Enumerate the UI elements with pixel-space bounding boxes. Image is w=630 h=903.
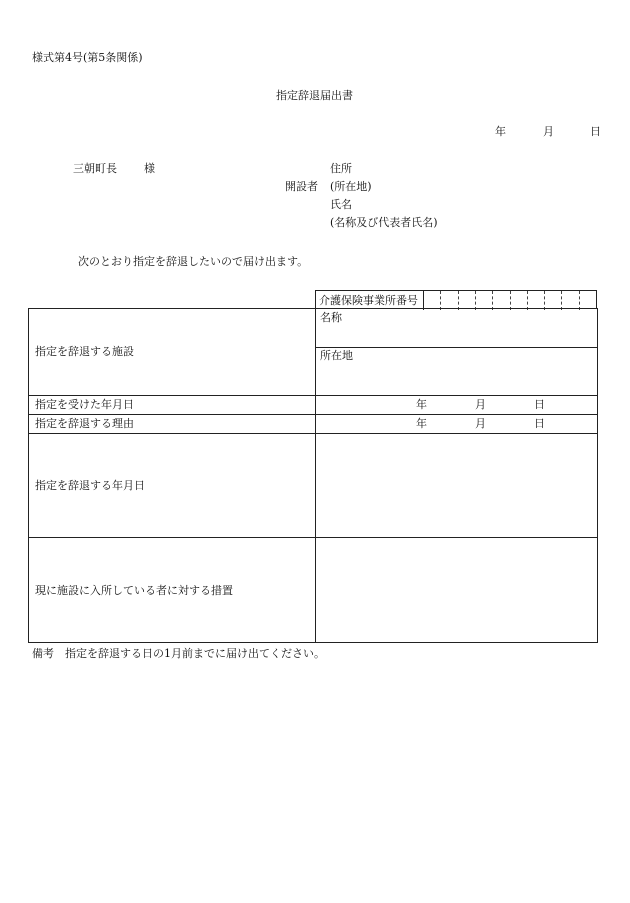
reason-date-year: 年 xyxy=(416,417,427,430)
applicant-role: 開設者 xyxy=(285,180,318,193)
received-date-month: 月 xyxy=(475,398,486,411)
facility-name-divider xyxy=(315,347,598,348)
withdraw-date-field[interactable] xyxy=(320,438,592,532)
office-number-row xyxy=(315,290,597,309)
name-sub-label: (名称及び代表者氏名) xyxy=(330,216,438,229)
measures-field[interactable] xyxy=(320,542,592,638)
row-divider-3 xyxy=(28,433,598,434)
row-divider-4 xyxy=(28,537,598,538)
row-divider-2 xyxy=(28,414,598,415)
addressee-honorific: 様 xyxy=(144,162,155,175)
reason-label: 指定を辞退する理由 xyxy=(35,417,134,430)
received-date-day: 日 xyxy=(534,398,545,411)
office-number-label: 介護保険事業所番号 xyxy=(319,294,418,307)
date-day-label: 日 xyxy=(590,125,601,138)
received-date-year: 年 xyxy=(416,398,427,411)
received-date-label: 指定を受けた年月日 xyxy=(35,398,134,411)
form-number: 様式第4号(第5条関係) xyxy=(32,51,143,64)
name-label: 氏名 xyxy=(330,198,352,211)
facility-label: 指定を辞退する施設 xyxy=(35,345,134,358)
facility-address-field[interactable] xyxy=(320,360,590,392)
column-divider xyxy=(315,308,316,643)
reason-date-month: 月 xyxy=(475,417,486,430)
date-year-label: 年 xyxy=(495,125,506,138)
withdraw-date-label: 指定を辞退する年月日 xyxy=(35,479,145,492)
facility-name-field[interactable] xyxy=(320,320,590,344)
form-title: 指定辞退届出書 xyxy=(276,89,353,102)
note-text: 備考 指定を辞退する日の1月前までに届け出てください。 xyxy=(32,647,325,660)
facility-address-label: 所在地 xyxy=(320,349,353,362)
address-sub-label: (所在地) xyxy=(330,180,372,193)
address-label: 住所 xyxy=(330,162,352,175)
reason-date-day: 日 xyxy=(534,417,545,430)
measures-label: 現に施設に入所している者に対する措置 xyxy=(35,584,233,597)
date-month-label: 月 xyxy=(543,125,554,138)
facility-name-label: 名称 xyxy=(320,311,342,324)
intro-text: 次のとおり指定を辞退したいので届け出ます。 xyxy=(78,255,309,268)
row-divider-1 xyxy=(28,395,598,396)
addressee-name: 三朝町長 xyxy=(73,162,117,175)
